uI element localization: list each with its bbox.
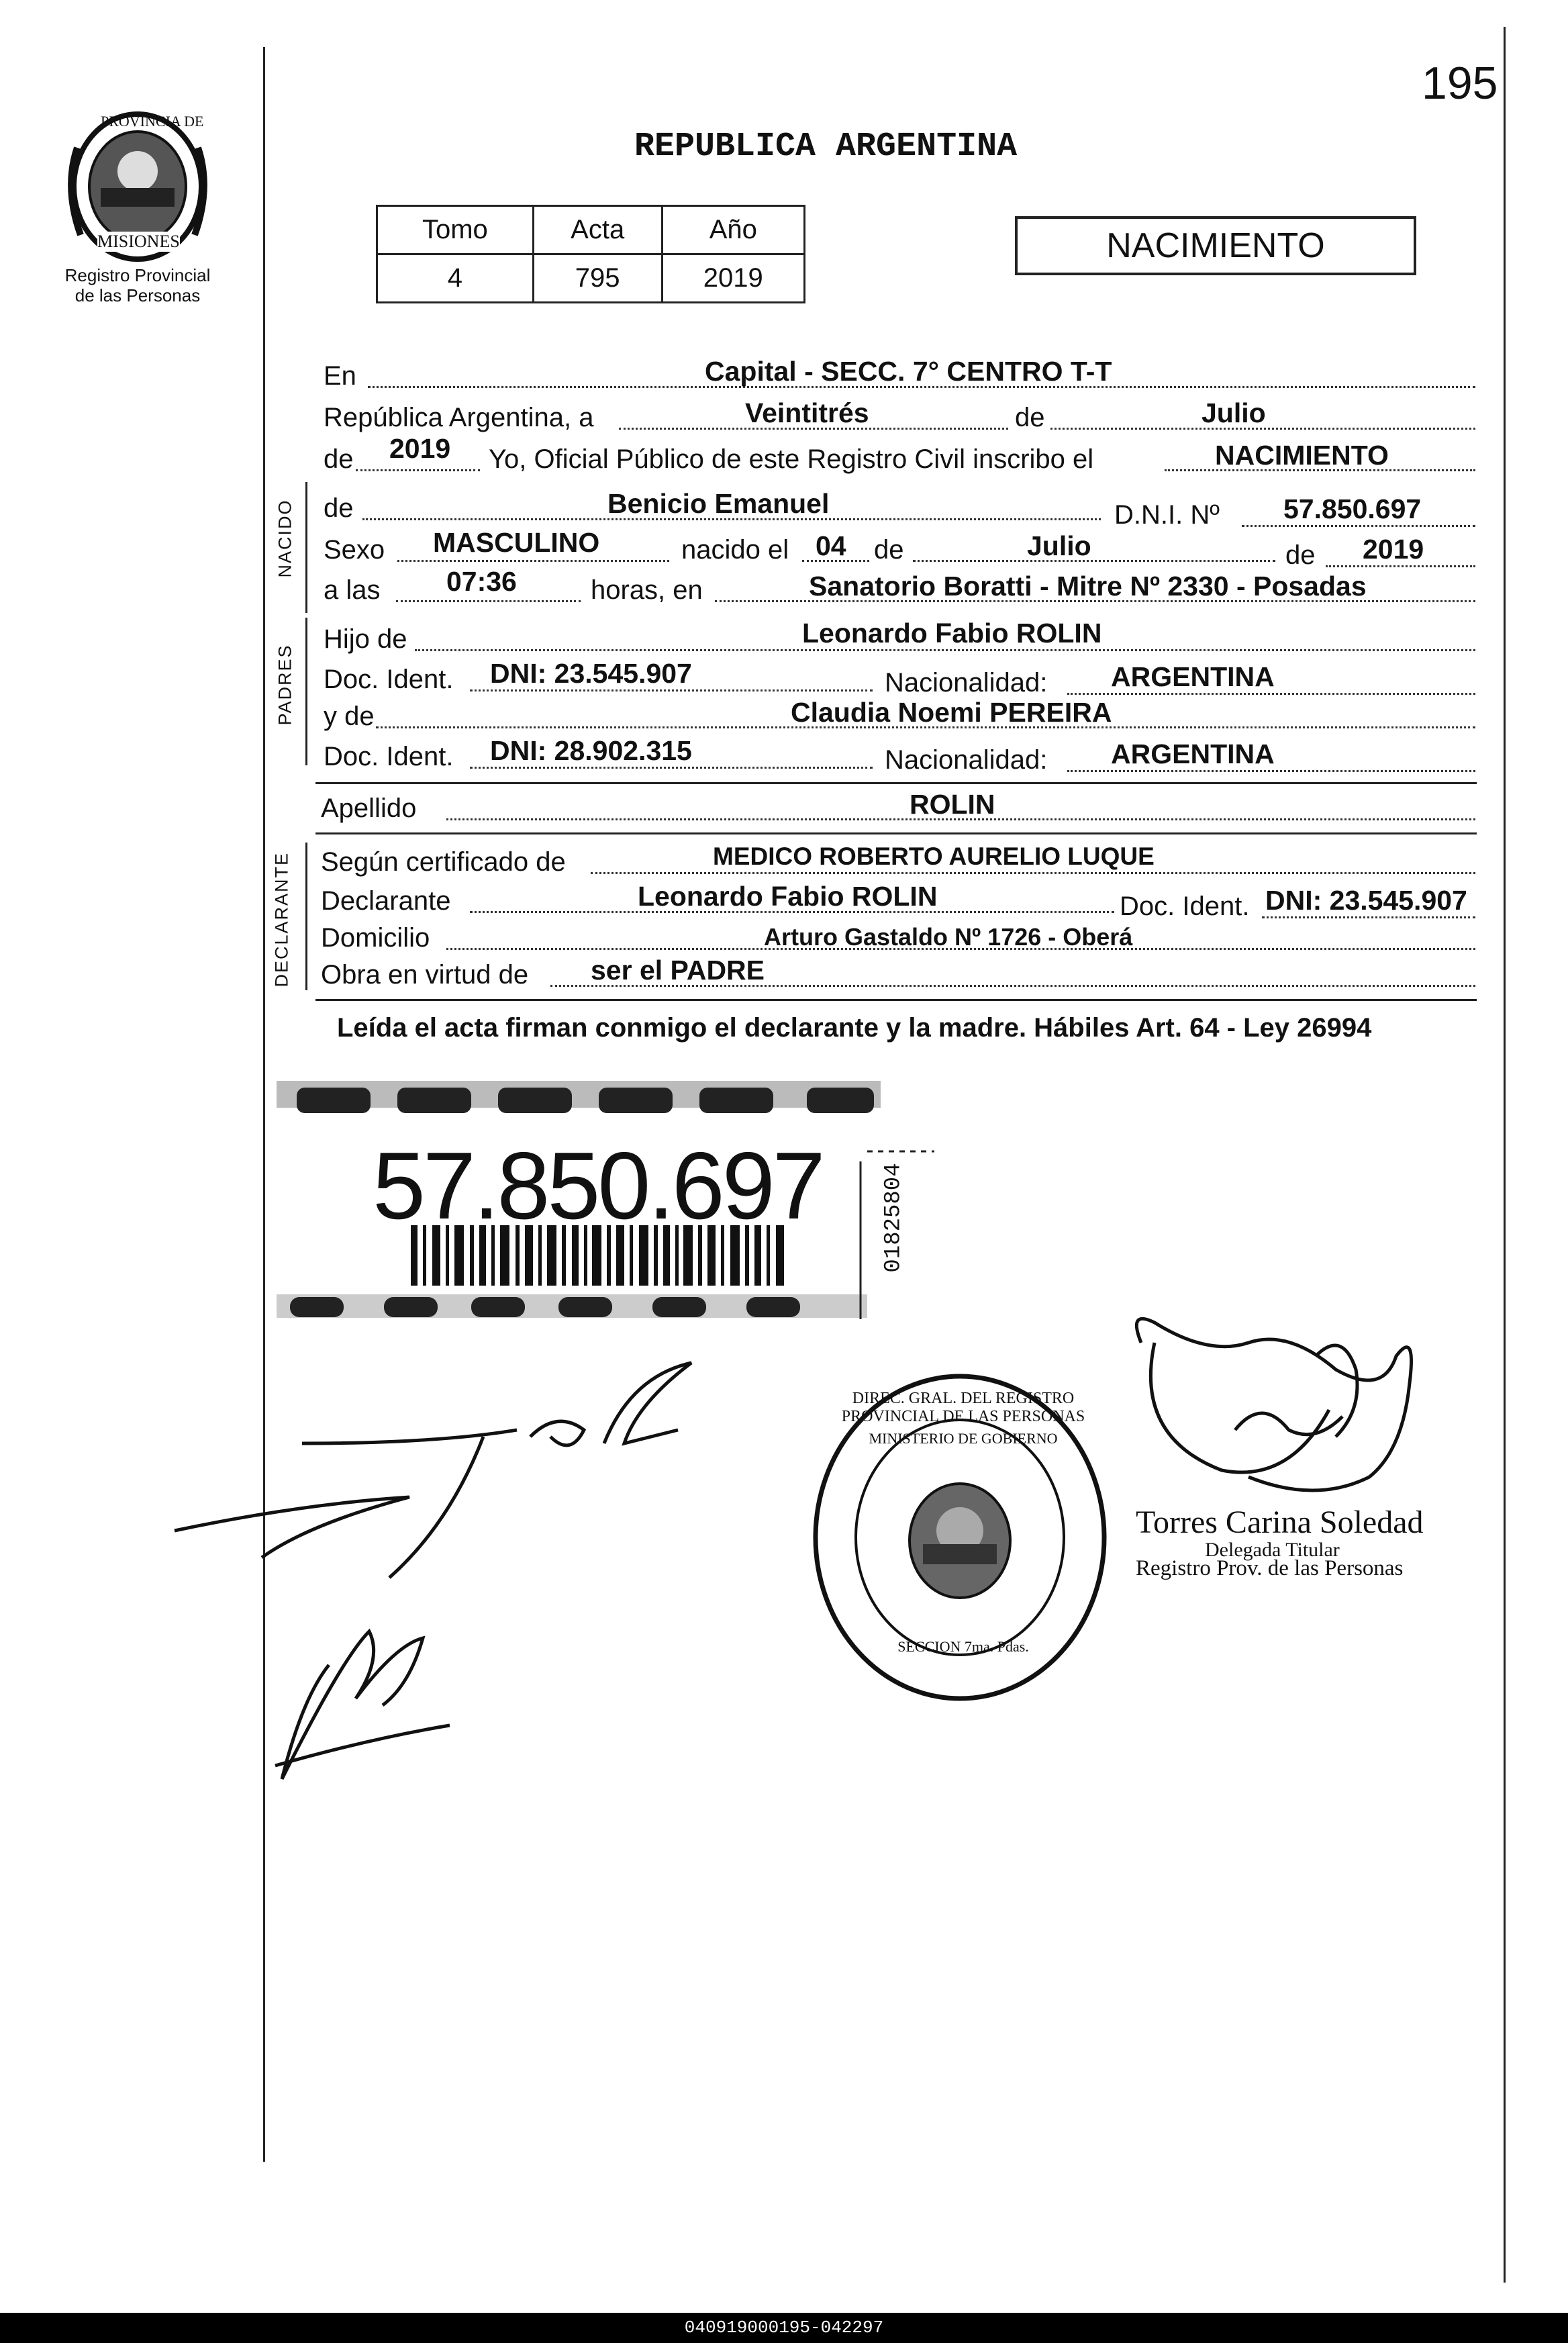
value-surname: ROLIN [910,789,995,820]
value-birth-month: Julio [1027,530,1091,561]
page-title: REPUBLICA ARGENTINA [634,128,1018,166]
value-ano: 2019 [662,254,804,303]
record-type-box: NACIMIENTO [1015,216,1416,275]
value-declarant-dni: DNI: 23.545.907 [1265,885,1467,916]
label-yo: Yo, Oficial Público de este Registro Civil inscribo el [489,444,1094,474]
label-sexo: Sexo [324,535,385,565]
value-father-name: Leonardo Fabio ROLIN [802,618,1102,649]
header-tomo: Tomo [377,206,534,254]
label-de-m: de [874,535,904,565]
stamp-inner-text: MINISTERIO DE GOBIERNO [869,1430,1058,1447]
closing-text: Leída el acta firman conmigo el declarante y la madre. Hábiles Art. 64 - Ley 26994 [337,1013,1372,1043]
label-republica: República Argentina, a [324,403,594,432]
padres-bracket [305,618,307,765]
value-address: Arturo Gastaldo Nº 1726 - Oberá [764,923,1133,951]
header-ano: Año [662,206,804,254]
dots-birth-time [396,600,581,602]
value-birth-time: 07:36 [446,566,517,597]
seal-text-bottom: MISIONES [97,232,180,251]
label-segun: Según certificado de [321,847,566,877]
value-child-dni: 57.850.697 [1283,493,1422,524]
label-en: En [324,361,356,391]
dots-declarant-dni [1262,916,1475,918]
section-padres: PADRES [275,644,295,726]
value-place: Capital - SECC. 7° CENTRO T-T [705,356,1112,387]
dots-birth-month [913,560,1275,562]
value-mother-nationality: ARGENTINA [1111,738,1275,769]
registry-line1: Registro Provincial [64,265,211,285]
registry-name [40,265,235,305]
label-horas-en: horas, en [591,575,703,605]
section-nacido: NACIDO [275,499,295,578]
label-hijo-de: Hijo de [324,624,407,654]
stamp-bottom-text: SECCION 7ma. Pdas. [897,1638,1029,1655]
value-mother-dni: DNI: 28.902.315 [490,735,692,766]
value-acta: 795 [533,254,662,303]
label-dni: D.N.I. Nº [1114,500,1220,530]
value-day-words: Veintitrés [745,397,869,428]
record-table [376,205,805,303]
label-nacido-el: nacido el [681,535,789,565]
left-margin-line [263,47,265,2162]
value-birth-day: 04 [816,530,846,561]
value-father-dni: DNI: 23.545.907 [490,658,692,689]
official-signature [1114,1316,1463,1517]
divider-apellido [315,832,1477,834]
value-declarant: Leonardo Fabio ROLIN [638,881,938,912]
label-obra: Obra en virtud de [321,960,529,990]
value-by-virtue-of: ser el PADRE [591,955,765,986]
dots-father-name [415,649,1475,651]
divider-padres [315,782,1477,784]
label-doc-ident-3: Doc. Ident. [1120,892,1250,921]
page-number: 195 [1422,58,1498,109]
label-de-y: de [1285,540,1316,570]
dots-certificate [591,872,1475,874]
value-birth-year: 2019 [1363,534,1424,565]
value-month: Julio [1202,397,1266,428]
label-declarante: Declarante [321,886,451,916]
dots-father-dni [470,689,873,691]
header-acta: Acta [533,206,662,254]
label-nacionalidad-2: Nacionalidad: [885,745,1048,775]
dots-mother-nationality [1067,770,1475,772]
dots-year [356,469,480,471]
label-nacionalidad-1: Nacionalidad: [885,668,1048,698]
label-doc-ident-2: Doc. Ident. [324,742,454,771]
value-certificate-by: MEDICO ROBERTO AURELIO LUQUE [713,843,1155,870]
value-mother-name: Claudia Noemi PEREIRA [791,697,1112,728]
official-office: Registro Prov. de las Personas [1136,1556,1404,1580]
label-y-de: y de [324,702,375,731]
dots-father-nationality [1067,693,1475,695]
value-act-type: NACIMIENTO [1215,440,1389,471]
dni-sticker-number: 57.850.697 [373,1133,823,1239]
registry-line2: de las Personas [75,285,201,305]
divider-declarante [315,999,1477,1001]
official-title: Delegada Titular [1205,1539,1340,1561]
dots-birth-year [1326,565,1475,567]
label-domicilio: Domicilio [321,923,430,953]
label-de-year: de [324,444,354,474]
stamp-ring-text: DIREC. GRAL. DEL REGISTRO PROVINCIAL DE LAS PERSONAS [841,1390,1085,1425]
declarante-bracket [305,843,307,990]
seal-text-top: PROVINCIA DE [101,113,204,130]
dots-mother-dni [470,767,873,769]
value-sex: MASCULINO [433,527,600,558]
value-birth-place: Sanatorio Boratti - Mitre Nº 2330 - Posadas [809,571,1367,602]
footer-code: 040919000195-042297 [0,2313,1568,2343]
declarant-signature [168,1349,718,1786]
label-a-las: a las [324,575,381,605]
label-de-month: de [1015,403,1045,432]
label-de-name: de [324,493,354,523]
dni-sticker-serial: 01825804 [881,1163,907,1273]
nacido-bracket [305,482,307,613]
value-year: 2019 [389,433,451,464]
value-tomo: 4 [377,254,534,303]
dots-sex [397,560,669,562]
section-declarante: DECLARANTE [271,851,292,988]
dots-child-dni [1242,525,1475,527]
official-name: Torres Carina Soledad [1136,1504,1424,1540]
value-child-name: Benicio Emanuel [607,488,830,519]
label-doc-ident-1: Doc. Ident. [324,665,454,694]
right-margin-line [1504,27,1506,2283]
label-apellido: Apellido [321,794,417,823]
value-father-nationality: ARGENTINA [1111,661,1275,692]
